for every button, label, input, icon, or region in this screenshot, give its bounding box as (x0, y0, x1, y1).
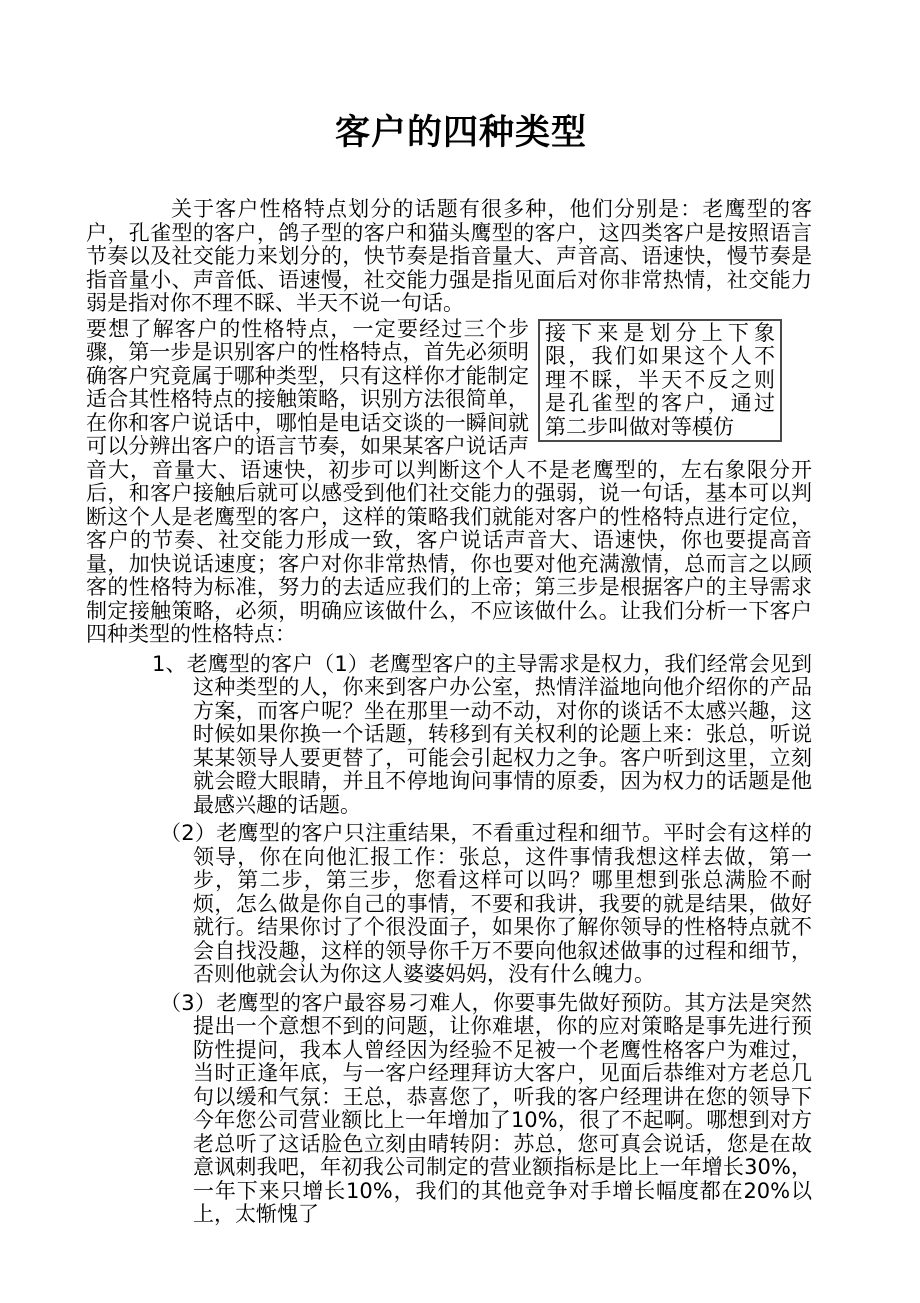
list-item-2 (86, 822, 812, 987)
list-item-1-text: 老鹰型的客户（1）老鹰型客户的主导需求是权力，我们经常会见到这种类型的人，你来到客户办公室，热情洋溢地向他介绍你的产品方案，而客户呢？坐在那里一动不动，对你的谈话不太感兴趣，这时候如果你换一个话题，转移到有关权利的论题上来：张总，听说某某领导人要更替了，可能会引起权力之争。客户听到这里，立刻就会瞪大眼睛，并且不停地询问事情的原委，因为权力的话题是他最感兴趣的话题。 (186, 651, 812, 817)
callout-box (538, 319, 782, 443)
document-content (86, 0, 812, 1227)
list-item-1-marker: 1、 (152, 651, 187, 676)
list-item-2-marker: （2） (160, 821, 217, 845)
steps-paragraph: 要想了解客户的性格特点，一定要经过三个步骤，第一步是识别客户的性格特点，首先必须明确客户究竟属于哪种类型，只有这样你才能制定适合其性格特点的接触策略，识别方法很简单，在你和客户说话中，哪怕是电话交谈的一瞬间就可以分辨出客户的语言节奏，如果某客户说话声音大，音量大、语速快，初步可以判断这个人不是老鹰型的，左右象限分开后，和客户接触后就可以感受到他们社交能力的强弱，说一句话，基本可以判断这个人是老鹰型的客户，这样的策略我们就能对客户的性格特点进行定位，客户的节奏、社交能力形成一致，客户说话声音大、语速快，你也要提高音量，加快说话速度；客户对你非常热情，你也要对他充满激情，总而言之以顾客的性格特为标准，努力的去适应我们的上帝；第三步是根据客户的主导需求制定接触策略，必须，明确应该做什么，不应该做什么。让我们分析一下客户四种类型的性格特点： (86, 316, 812, 646)
callout-text: 接下来是划分上下象限，我们如果这个人不理不睬，半天不反之则是孔雀型的客户，通过第二步叫做对等模仿 (545, 320, 775, 439)
customer-type-list (86, 653, 812, 1227)
list-item-1 (86, 653, 812, 818)
page-title: 客户的四种类型 (334, 113, 587, 153)
steps-section (86, 318, 812, 647)
list-item-3-text: 老鹰型的客户最容易刁难人，你要事先做好预防。其方法是突然提出一个意想不到的问题，让你难堪，你的应对策略是事先进行预防性提问，我本人曾经因为经验不足被一个老鹰性格客户为难过，当时正逢年底，与一客户经理拜访大客户，见面后恭维对方老总几句以缓和气氛：王总，恭喜您了，听我的客户经理讲在您的领导下今年您公司营业额比上一年增加了10%，很了不起啊。哪想到对方老总听了这话脸色立刻由晴转阴：苏总，您可真会说话，您是在故意讽刺我吧，年初我公司制定的营业额指标是比上一年增长30%，一年下来只增长10%，我们的其他竞争对手增长幅度都在20%以上，太惭愧了 (193, 990, 812, 1226)
list-item-3-marker: （3） (160, 990, 217, 1015)
intro-paragraph: 关于客户性格特点划分的话题有很多种，他们分别是：老鹰型的客户，孔雀型的客户，鸽子型的客户和猫头鹰型的客户，这四类客户是按照语言节奏以及社交能力来划分的，快节奏是指音量大、声音高、语速快，慢节奏是指音量小、声音低、语速慢，社交能力强是指见面后对你非常热情，社交能力弱是指对你不理不睬、半天不说一句话。 (86, 197, 812, 315)
list-item-2-text: 老鹰型的客户只注重结果，不看重过程和细节。平时会有这样的领导，你在向他汇报工作：张总，这件事情我想这样去做，第一步，第二步，第三步，您看这样可以吗？哪里想到张总满脸不耐烦，怎么做是你自己的事情，不要和我讲，我要的就是结果，做好就行。结果你讨了个很没面子，如果你了解你领导的性格特点就不会自找没趣，这样的领导你千万不要向他叙述做事的过程和细节，否则他就会认为你这人婆婆妈妈，没有什么魄力。 (193, 821, 812, 986)
list-item-3 (86, 992, 812, 1227)
